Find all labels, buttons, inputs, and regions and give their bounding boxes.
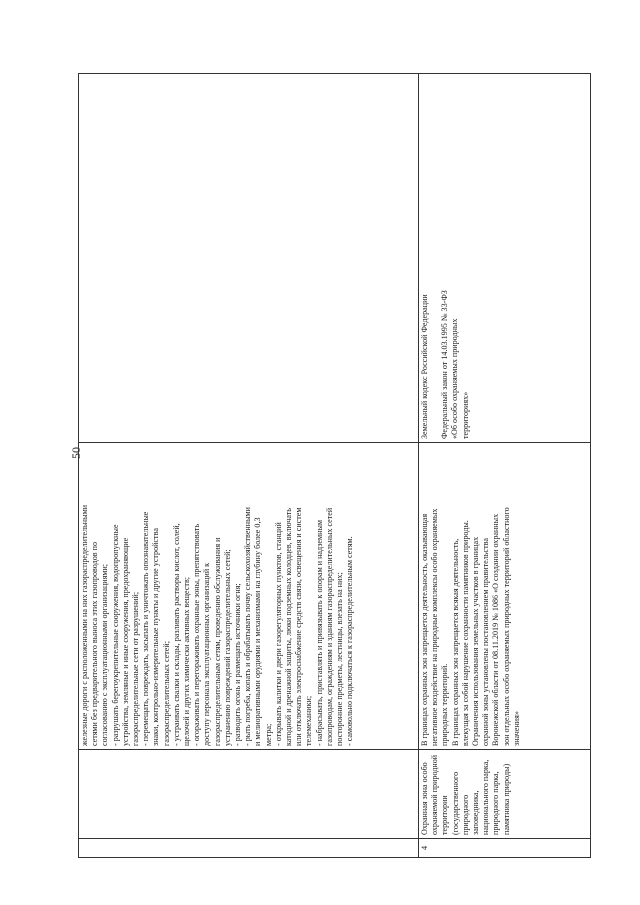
legal-basis-line xyxy=(430,77,440,439)
restriction-line: устранению повреждений газораспределительных сетей; xyxy=(222,549,232,746)
restriction-line: В границах охранных зон запрещается деятельность, оказывающая xyxy=(420,513,429,746)
zone-name-text xyxy=(420,753,512,835)
legal-basis-line: Федеральный закон от 14.03.1995 № 33-ФЗ xyxy=(440,290,450,439)
restriction-line: - разводить огонь и размещать источники огня; xyxy=(233,583,243,746)
restriction-line: - самовольно подключаться к газораспределительным сетям. xyxy=(345,536,355,746)
restriction-line: щелочей и других химически активных веществ; xyxy=(182,576,192,746)
restriction-line: и мелиоративными орудиями и механизмами на глубину более 0,3 xyxy=(253,517,263,746)
restriction-line: газораспределительным сетям, проведению обслуживания и xyxy=(212,537,222,746)
restriction-line: телемеханики; xyxy=(304,695,314,746)
restriction-line: железные дороги с расположенными на них газораспределительными xyxy=(80,504,89,746)
restriction-line: - разрушать берегоукрепительные сооружения, водопропускные xyxy=(110,524,120,746)
restriction-line: газораспределительные сети от разрушений; xyxy=(131,591,141,746)
restriction-line: газораспределительных сетей; xyxy=(161,641,171,746)
legal-basis-line: территориях» xyxy=(460,391,470,439)
zone-name-line: национального парка, xyxy=(481,759,491,835)
zone-name-line: охраняемой природной xyxy=(430,754,440,835)
legal-basis-line: Земельный кодекс Российской Федерации xyxy=(420,294,429,439)
table-row xyxy=(79,74,419,858)
restriction-line: Ограничения использования земельных участков в границах xyxy=(471,536,481,746)
restriction-line: негативное воздействие на природные комплексы особо охраняемых xyxy=(430,508,440,746)
legal-basis-text xyxy=(420,77,471,439)
restriction-line: - устраивать свалки и склады, разливать растворы кислот, солей, xyxy=(171,523,181,746)
legal-basis-cell xyxy=(79,74,419,443)
restriction-line: зон отдельных особо охраняемых природных территорий областного xyxy=(501,507,511,746)
legal-basis-cell xyxy=(419,74,591,443)
restriction-line: согласованию с эксплуатационными организациями; xyxy=(100,563,110,746)
rotated-table-container xyxy=(78,73,593,858)
legal-basis-line: «Об особо охраняемых природных xyxy=(450,318,460,439)
zone-name-line: Охранная зона особо xyxy=(420,762,429,835)
restriction-line: природных территорий. xyxy=(440,663,450,746)
restriction-line: посторонние предметы, лестницы, влезать на них; xyxy=(335,572,345,746)
zone-name-cell xyxy=(419,750,591,839)
restriction-line: влекущая за собой нарушение сохранности памятников природы. xyxy=(460,520,470,746)
restriction-line: устройства, земляные и иные сооружения, предохраняющие xyxy=(120,537,130,746)
restriction-line: В границах охранных зон запрещается всякая деятельность, xyxy=(450,538,460,746)
restriction-line: или отключать электроснабжение средств связи, освещения и систем xyxy=(294,507,304,746)
restriction-line: катодной и дренажной защиты, люки подземных колодцев, включать xyxy=(284,508,294,746)
page-number: 50 xyxy=(69,447,83,459)
restriction-line: метра; xyxy=(263,723,273,746)
restrictions-table xyxy=(78,73,591,858)
table-row xyxy=(419,74,591,858)
restrictions-text xyxy=(80,446,355,746)
restriction-line: - открывать калитки и двери газорегуляторных пунктов, станций xyxy=(273,522,283,746)
row-number-cell: 4 xyxy=(419,839,591,858)
restriction-line: Воронежской области от 08.11.2019 № 1086 «О создании охранных xyxy=(491,513,501,746)
restriction-line: значения» xyxy=(511,711,521,746)
restriction-line: - огораживать и перегораживать охранные зоны, препятствовать xyxy=(192,523,202,746)
row-number-cell xyxy=(79,839,419,858)
restriction-line: газопроводам, ограждениям и зданиям газораспределительных сетей xyxy=(324,507,334,746)
restriction-line: сетями без предварительного выноса этих газопроводов по xyxy=(90,542,100,746)
restriction-line: охранной зоны установлены постановлением правительства xyxy=(481,538,491,746)
zone-name-line: (государственного xyxy=(450,771,460,835)
restrictions-text xyxy=(420,446,522,746)
restriction-line: - рыть погреба, копать и обрабатывать почву сельскохозяйственными xyxy=(243,507,253,746)
restrictions-cell xyxy=(419,443,591,750)
zone-name-line: природного парка, xyxy=(491,771,501,835)
zone-name-cell xyxy=(79,750,419,839)
restriction-line: знаки, контрольно-измерительные пункты и другие устройства xyxy=(151,528,161,746)
zone-name-line: природного заповедника, xyxy=(460,790,481,835)
restriction-line: - перемещать, повреждать, засыпать и уничтожать опознавательные xyxy=(141,511,151,746)
zone-name-line: территории xyxy=(440,795,450,835)
restriction-line: доступу персонала эксплуатационных организаций к xyxy=(202,562,212,746)
zone-name-line: памятника природы) xyxy=(501,763,511,835)
restriction-line: - набрасывать, приставлять и привязывать к опорам и надземным xyxy=(314,519,324,746)
restrictions-cell xyxy=(79,443,419,750)
